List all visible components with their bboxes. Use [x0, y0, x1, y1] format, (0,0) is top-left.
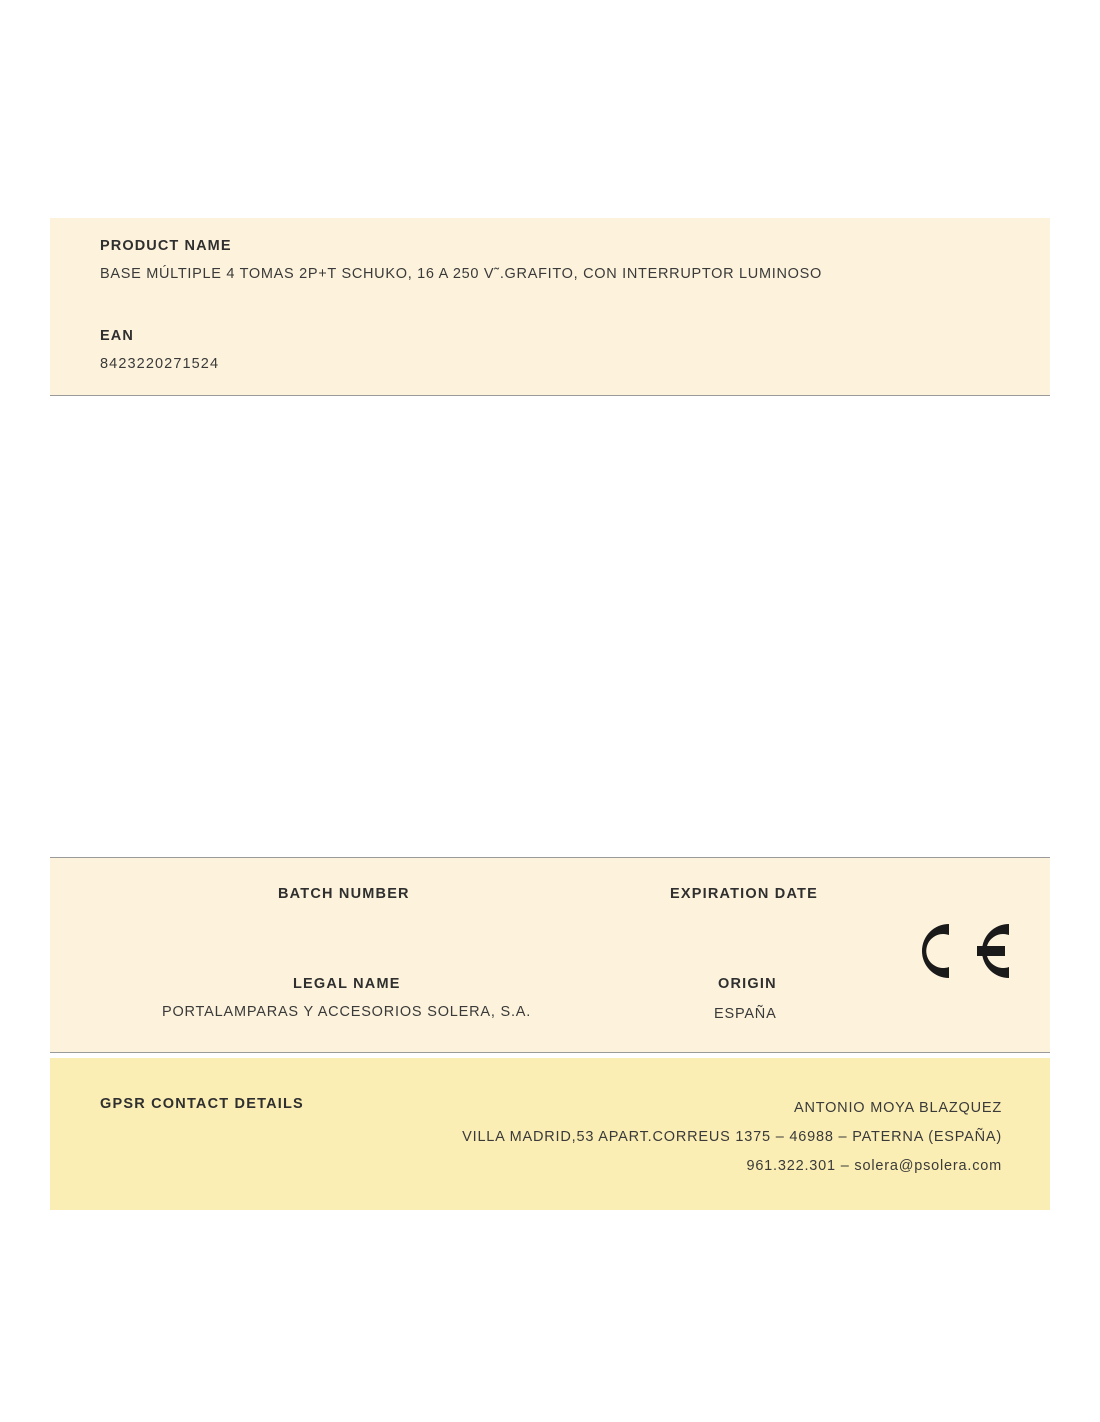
- ean-label: EAN: [100, 328, 134, 344]
- gpsr-contact-block: [50, 1058, 1050, 1210]
- gpsr-contact-phone-email: 961.322.301 – solera@psolera.com: [746, 1158, 1002, 1174]
- origin-value: ESPAÑA: [714, 1006, 777, 1022]
- ce-marking-icon: [905, 920, 1015, 982]
- gpsr-contact-name: ANTONIO MOYA BLAZQUEZ: [793, 1100, 1002, 1116]
- expiration-date-label: EXPIRATION DATE: [670, 886, 818, 902]
- product-name-label: PRODUCT NAME: [100, 238, 232, 254]
- legal-name-value: PORTALAMPARAS Y ACCESORIOS SOLERA, S.A.: [162, 1004, 532, 1020]
- gpsr-contact-title: GPSR CONTACT DETAILS: [100, 1096, 304, 1112]
- manufacturer-info-block: [50, 857, 1050, 1053]
- gpsr-contact-details: [462, 1094, 1002, 1181]
- batch-number-label: BATCH NUMBER: [278, 886, 410, 902]
- ean-value: 8423220271524: [100, 356, 220, 372]
- gpsr-contact-address: VILLA MADRID,53 APART.CORREUS 1375 – 46988 – PATERNA (ESPAÑA): [462, 1129, 1002, 1145]
- legal-name-label: LEGAL NAME: [293, 976, 401, 992]
- origin-label: ORIGIN: [718, 976, 777, 992]
- product-info-block: [50, 218, 1050, 396]
- product-name-value: BASE MÚLTIPLE 4 TOMAS 2P+T SCHUKO, 16 A 250 V˜.GRAFITO, CON INTERRUPTOR LUMINOSO: [100, 266, 822, 282]
